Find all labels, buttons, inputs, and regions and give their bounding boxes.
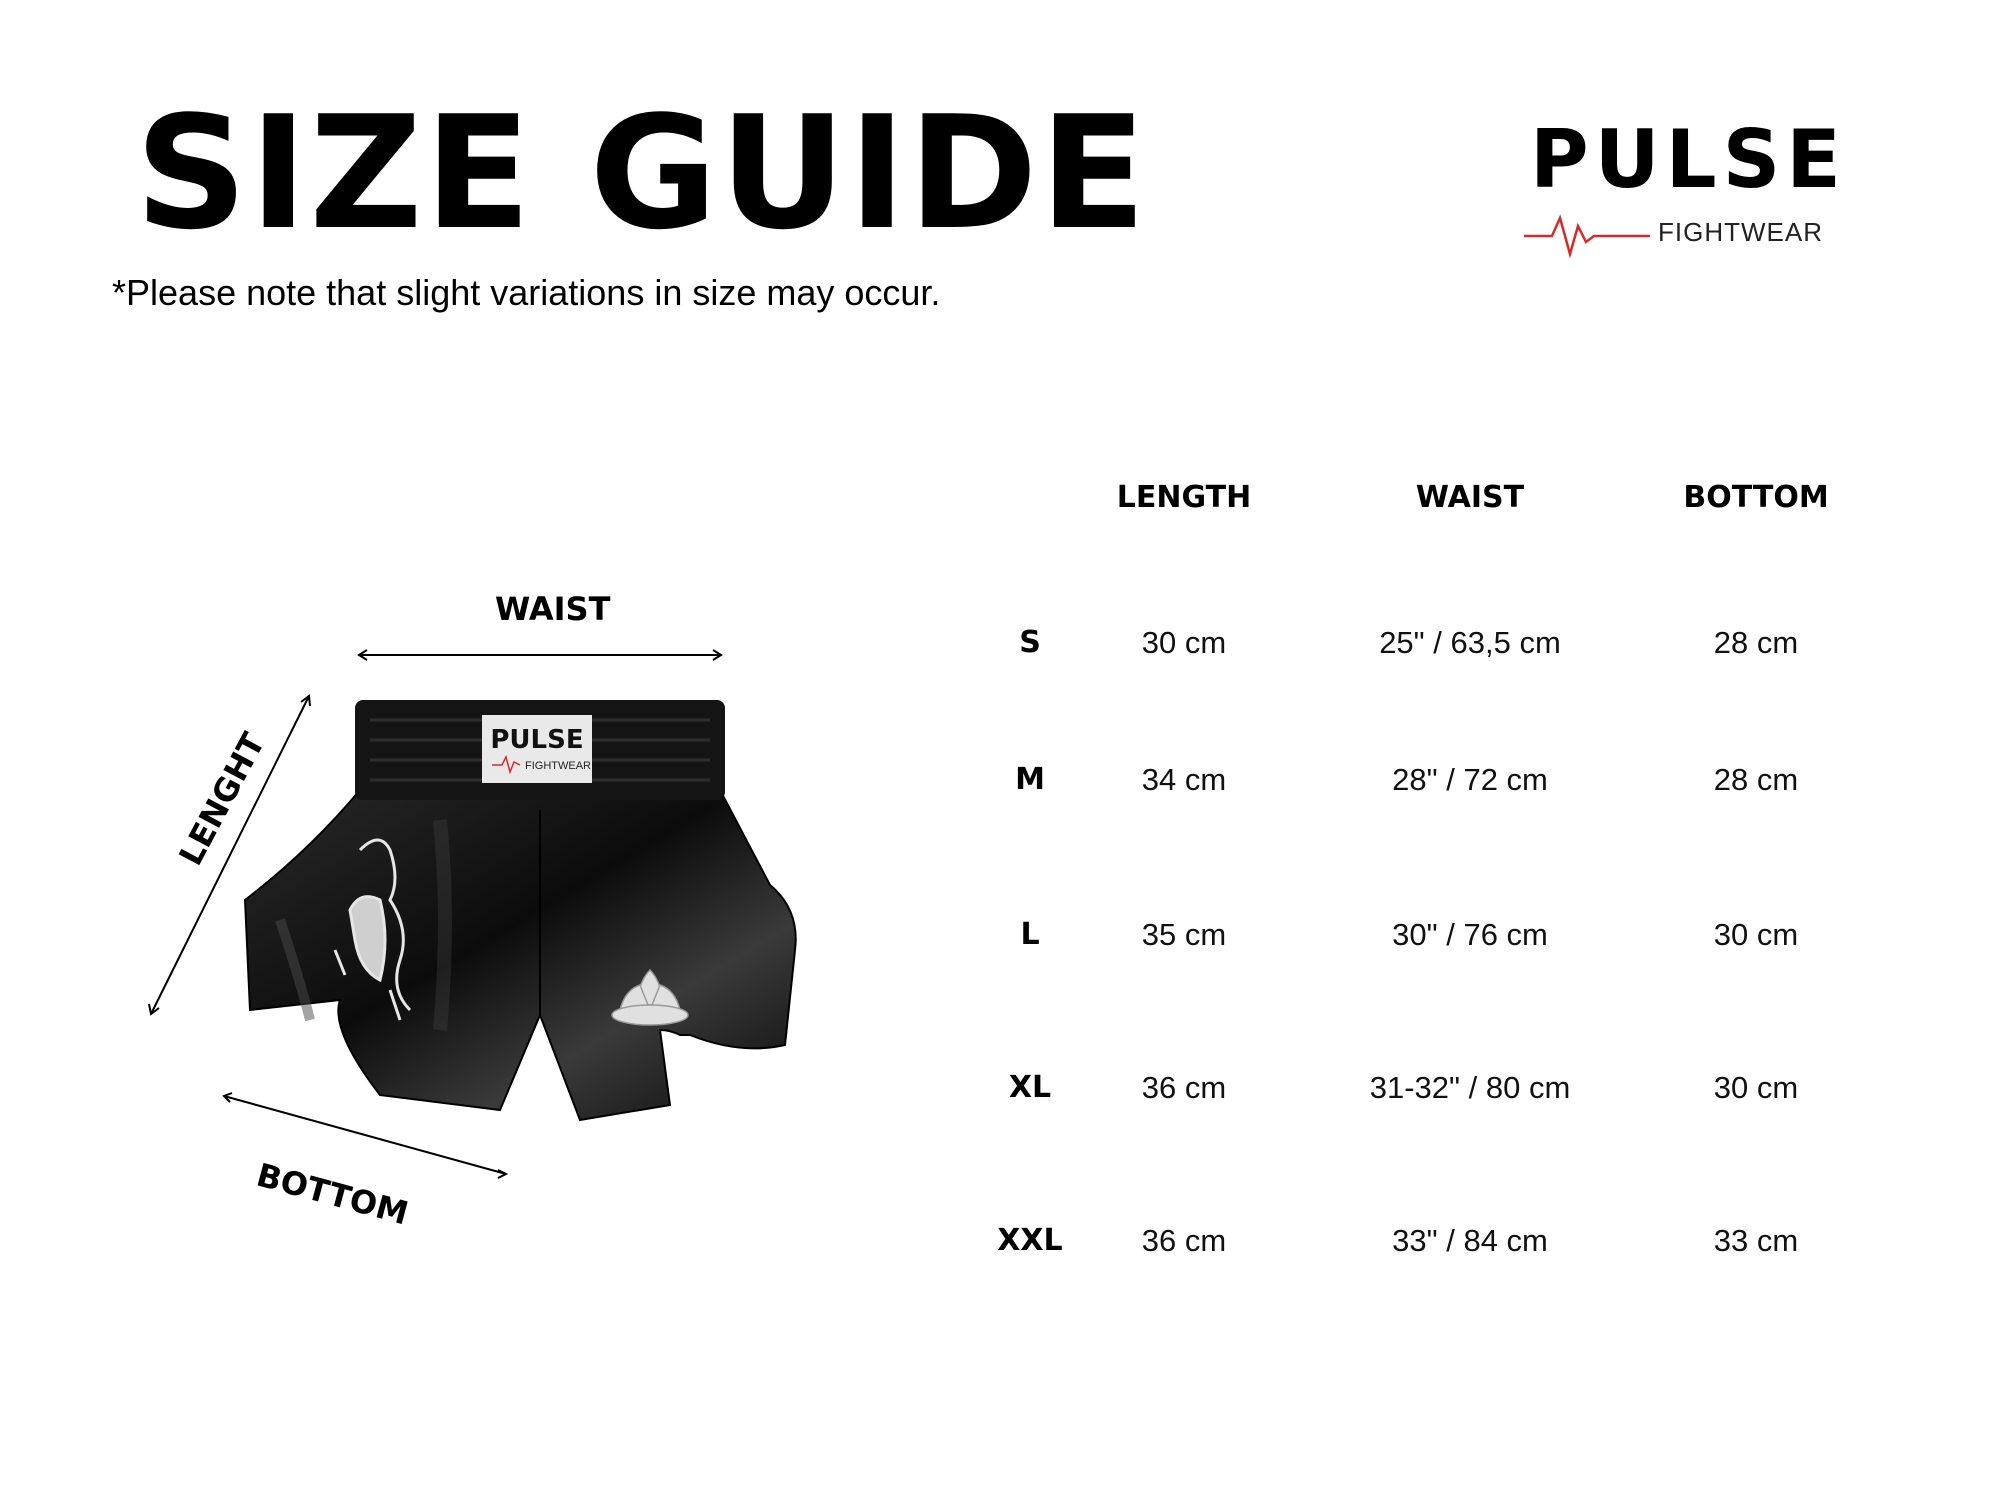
- heartbeat-icon: [1524, 208, 1664, 258]
- waist-value: 31-32" / 80 cm: [1369, 1070, 1571, 1105]
- logo-subtitle: FIGHTWEAR: [1658, 217, 1823, 247]
- muay-thai-shorts-image: [240, 700, 840, 1130]
- length-dimension-label: LENGHT: [171, 726, 273, 872]
- length-value: 34 cm: [1141, 762, 1227, 797]
- length-value: 36 cm: [1141, 1070, 1227, 1105]
- waist-value: 30" / 76 cm: [1392, 917, 1548, 952]
- size-table: [960, 480, 1960, 1280]
- waistband-tag-sub: FIGHTWEAR: [525, 760, 591, 772]
- bottom-dimension-label: BOTTOM: [252, 1155, 413, 1233]
- bottom-value: 28 cm: [1713, 762, 1799, 797]
- brand-logo: [1530, 113, 1847, 260]
- waist-dimension-label: WAIST: [495, 590, 611, 628]
- bottom-value: 30 cm: [1713, 917, 1799, 952]
- waist-value: 28" / 72 cm: [1392, 762, 1548, 797]
- column-header-waist: WAIST: [1415, 480, 1525, 515]
- bottom-value: 33 cm: [1713, 1223, 1799, 1258]
- bottom-value: 28 cm: [1713, 625, 1799, 660]
- logo-brand-name: PULSE: [1530, 113, 1847, 206]
- size-label: XL: [1008, 1070, 1052, 1105]
- length-value: 36 cm: [1141, 1223, 1227, 1258]
- length-value: 30 cm: [1141, 625, 1227, 660]
- column-header-bottom: BOTTOM: [1683, 480, 1829, 515]
- waist-value: 25" / 63,5 cm: [1379, 625, 1561, 660]
- waist-arrow: [355, 645, 725, 665]
- size-label: XXL: [997, 1223, 1063, 1258]
- size-variation-note: *Please note that slight variations in size may occur.: [112, 272, 941, 313]
- size-label: L: [1020, 917, 1040, 952]
- size-label: M: [1015, 762, 1045, 797]
- column-header-length: LENGTH: [1116, 480, 1252, 515]
- page-title: SIZE GUIDE: [135, 82, 1149, 264]
- bottom-value: 30 cm: [1713, 1070, 1799, 1105]
- waist-value: 33" / 84 cm: [1392, 1223, 1548, 1258]
- length-value: 35 cm: [1141, 917, 1227, 952]
- shorts-diagram: [130, 580, 870, 1240]
- size-label: S: [1019, 625, 1041, 660]
- waistband-tag-brand: PULSE: [490, 725, 584, 755]
